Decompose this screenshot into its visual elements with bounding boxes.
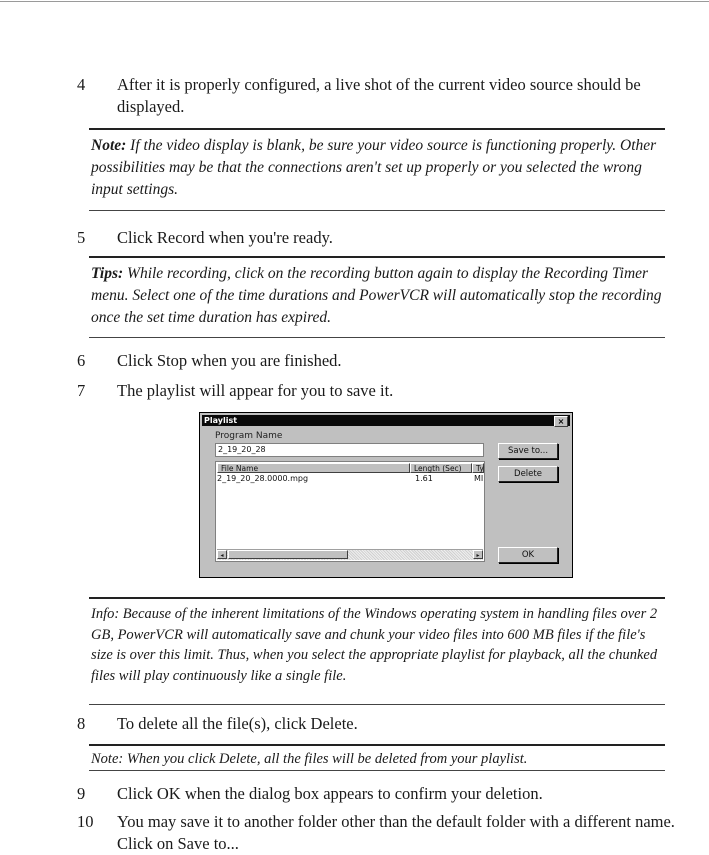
- step-text: After it is properly configured, a live shot of the current video source should be displayed.: [117, 75, 641, 116]
- program-name-label: Program Name: [215, 431, 283, 441]
- delete-button[interactable]: Delete: [498, 466, 558, 482]
- step-number: 4: [77, 75, 86, 94]
- ok-button[interactable]: OK: [498, 547, 558, 563]
- save-to-button[interactable]: Save to...: [498, 443, 558, 459]
- column-header-length[interactable]: Length (Sec): [410, 463, 472, 473]
- step-text: Click Record when you're ready.: [117, 228, 333, 247]
- scroll-left-icon[interactable]: ◂: [217, 550, 227, 559]
- column-header-type[interactable]: Ty: [472, 463, 484, 473]
- step-number: 6: [77, 351, 86, 370]
- note-label: Note:: [91, 137, 127, 154]
- file-name-cell[interactable]: 2_19_20_28.0000.mpg: [217, 474, 309, 483]
- step-number: 8: [77, 714, 86, 733]
- note-box: [89, 128, 665, 211]
- dialog-title: Playlist: [204, 416, 238, 425]
- step-text: Click OK when the dialog box appears to confirm your deletion.: [117, 784, 543, 803]
- page-top-rule: [0, 1, 709, 2]
- scroll-right-icon[interactable]: ▸: [473, 550, 483, 559]
- horizontal-scrollbar[interactable]: [217, 549, 483, 560]
- length-cell: 1.61: [415, 474, 433, 483]
- file-list[interactable]: [215, 461, 485, 562]
- note-text: If the video display is blank, be sure your video source is functioning properly. Other possibilities may be that the connections aren't set up properly or you selected the wrong input settings.: [91, 137, 657, 198]
- step-number: 7: [77, 381, 86, 400]
- step-text: Click Stop when you are finished.: [117, 351, 342, 370]
- playlist-dialog: [199, 412, 573, 578]
- delete-note-text: Note: When you click Delete, all the files will be deleted from your playlist.: [91, 751, 528, 767]
- step-text: To delete all the file(s), click Delete.: [117, 714, 358, 733]
- program-name-input[interactable]: 2_19_20_28: [215, 443, 484, 457]
- step-text: The playlist will appear for you to save it.: [117, 381, 394, 400]
- step-number: 5: [77, 228, 86, 247]
- column-header-file-name[interactable]: File Name: [217, 463, 410, 473]
- step-number: 10: [77, 812, 94, 831]
- info-text: Info: Because of the inherent limitations of the Windows operating system in handling files over 2 GB, PowerVCR will automatically save and chunk your video files into 600 MB files if the file's size is over this limit. Thus, when you select the appropriate playlist for playback, all the chunked files will play continuously like a single file.: [91, 606, 658, 684]
- type-cell: MI: [474, 474, 484, 483]
- info-box: [89, 597, 665, 705]
- tips-label: Tips:: [91, 265, 124, 282]
- close-icon[interactable]: ×: [554, 416, 568, 427]
- delete-note-box: [89, 744, 665, 771]
- step-text: You may save it to another folder other than the default folder with a different name. Click on Save to...: [117, 812, 675, 853]
- step-number: 9: [77, 784, 86, 803]
- tips-text: While recording, click on the recording button again to display the Recording Timer menu. Select one of the time durations and PowerVCR will automatically stop the recording once the set time duration has expired.: [91, 265, 662, 326]
- dialog-title-bar: [202, 415, 570, 426]
- scroll-thumb[interactable]: [228, 550, 348, 559]
- tips-box: [89, 256, 665, 338]
